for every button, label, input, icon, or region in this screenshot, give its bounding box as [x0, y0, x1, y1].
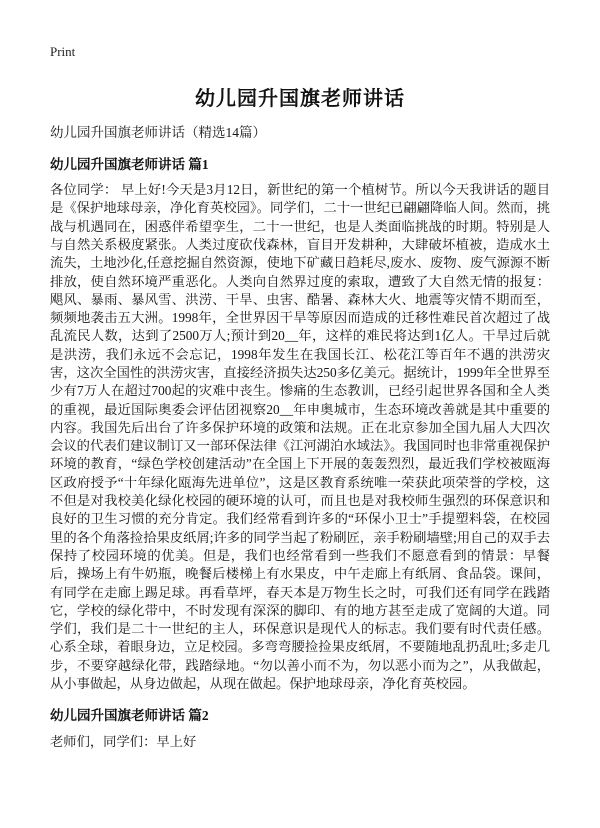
subtitle: 幼儿园升国旗老师讲话（精选14篇）: [50, 124, 266, 140]
section-2-paragraph: 老师们，同学们：早上好: [50, 733, 197, 749]
page-title: 幼儿园升国旗老师讲话: [195, 87, 405, 110]
section-1-paragraph: 各位同学： 早上好!今天是3月12日，新世纪的第一个植树节。所以今天我讲话的题目是《保护地球母亲，净化育英校园》。同学们，二十一世纪已翩翩降临人间。然而，挑战与机遇同在，困惑伴希望孪生，二十一世纪，也是人类面临挑战的时期。特别是人与自然关系极度紧张。人类过度砍伐森林，盲目开发耕种，大肆破坏植被，造成水土流失，土地沙化,任意挖掘自然资源，使地下矿藏日趋耗尽,废水、废物、废气源源不断排放，使自然环境严重恶化。人类向自然界过度的索取，遭致了大自然无情的报复：飓风、暴雨、暴风雪、洪涝、干旱、虫害、酷暑、森林大火、地震等灾情不期而至，频频地袭击五大洲。1998年，全世界因干旱等原因而造成的迁移性难民首次超过了战乱流民人数，达到了2500万人;预计到20__年，这样的难民将达到1亿人。干旱过后就是洪涝，我们永远不会忘记，1998年发生在我国长江、松花江等百年不遇的洪涝灾害，这次全国性的洪涝灾害，直接经济损失达250多亿美元。据统计，1999年全世界至少有7万人在超过700起的灾难中丧生。惨痛的生态教训，已经引起世界各国和全人类的重视，最近国际奥委会评估团视察20__年申奥城市，生态环境改善就是其中重要的内容。我国先后出台了许多保护环境的政策和法规。正在北京参加全国九届人大四次会议的代表们建议制订又一部环保法律《江河湖泊水域法》。我国同时也非常重视保护环境的教育，“绿色学校创建活动”在全国上下开展的轰轰烈烈，最近我们学校被瓯海区政府授予“十年绿化瓯海先进单位”，这是区教育系统唯一荣获此项荣誉的学校，这不但是对我校美化绿化校园的硬环境的认可，而且也是对我校师生强烈的环保意识和良好的卫生习惯的充分肯定。我们经常看到许多的“环保小卫士”手提塑料袋，在校园里的各个角落捡拾果皮纸屑;许多的同学当起了粉刷匠，亲手粉刷墙壁;用自己的双手去保持了校园环境的优美。但是，我们也经常看到一些我们不愿意看到的情景：早餐后，操场上有牛奶瓶，晚餐后楼梯上有水果皮，中午走廊上有纸屑、食品袋。课间，有同学在走廊上踢足球。再看草坪，春天本是万物生长之时，可我们还有同学在践踏它，学校的绿化带中，不时发现有深深的脚印、有的地方甚至走成了宽阔的大道。同学们，我们是二十一世纪的主人，环保意识是现代人的标志。我们要有时代责任感。心系全球，着眼身边，立足校园。多弯弯腰捡捡果皮纸屑，不要随地乱扔乱吐;多走几步，不要穿越绿化带，践踏绿地。“勿以善小而不为，勿以恶小而为之”，从我做起，从小事做起，从身边做起，从现在做起。保护地球母亲，净化育英校园。: [50, 182, 550, 692]
section-heading-1: 幼儿园升国旗老师讲话 篇1: [50, 156, 209, 172]
print-link[interactable]: Print: [50, 44, 76, 59]
section-heading-2: 幼儿园升国旗老师讲话 篇2: [50, 708, 209, 724]
